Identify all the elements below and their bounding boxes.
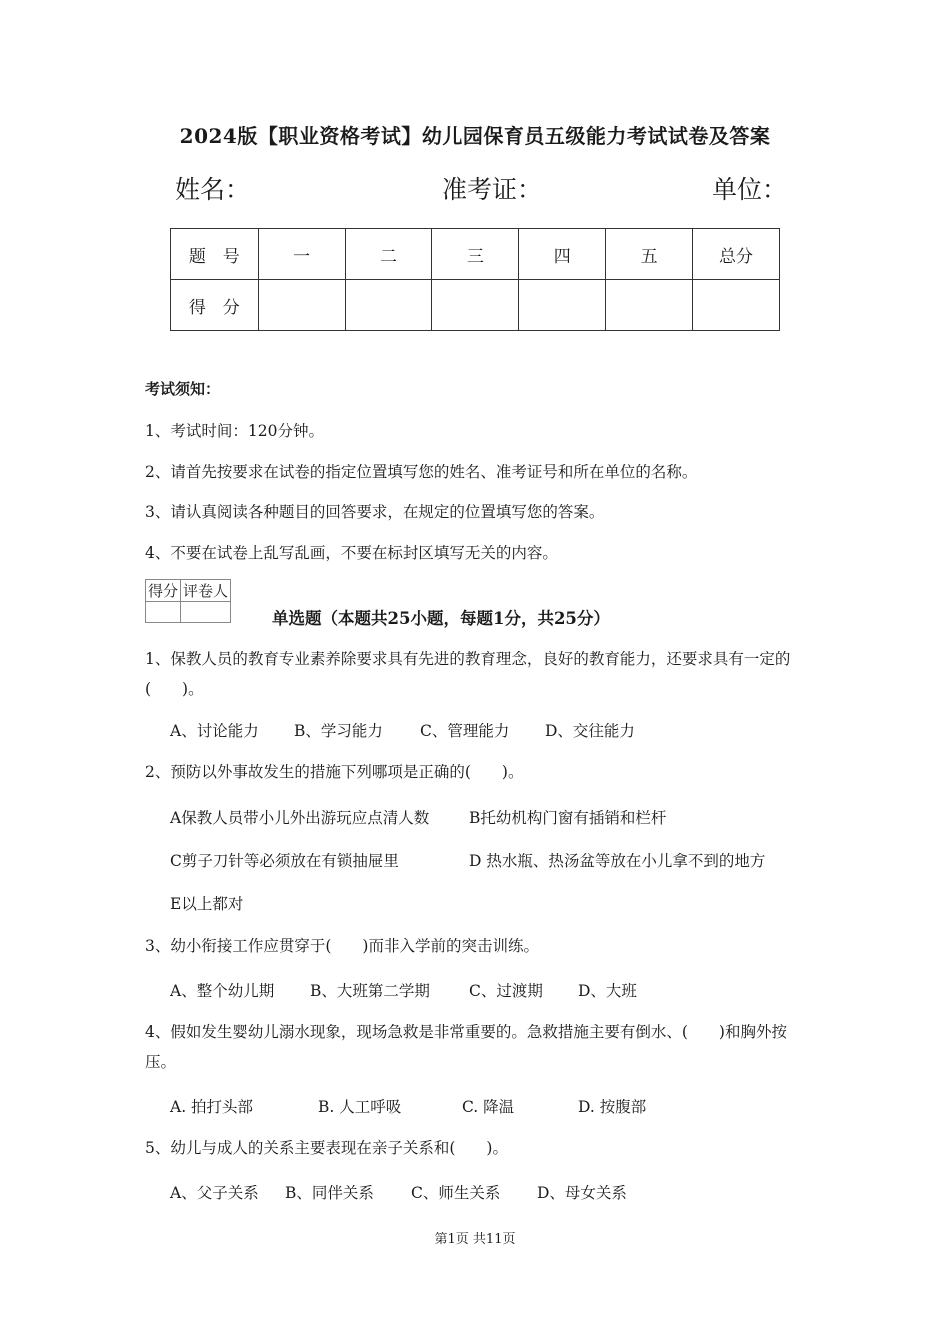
score-table-score-row [171,280,780,331]
question-stem: 4、假如发生婴幼儿溺水现象，现场急救是非常重要的。急救措施主要有倒水、( )和胸外按压。 [145,1023,787,1071]
option-a: A、父子关系 [170,1184,259,1202]
grader-score-label: 得分 [146,580,181,602]
score-cell[interactable] [519,280,606,331]
score-table-header-cell: 四 [519,229,606,280]
score-table-header-cell: 题 号 [171,229,259,280]
option-c: C. 降温 [462,1098,515,1116]
page-footer: 第1页 共11页 [434,1232,516,1247]
score-cell[interactable] [345,280,432,331]
score-table-header-cell: 总分 [693,229,780,280]
notice-item: 3、请认真阅读各种题目的回答要求，在规定的位置填写您的答案。 [145,503,605,521]
exam-id-field-label: 准考证： [442,175,543,204]
option-d: D、大班 [578,982,637,1000]
option-b: B. 人工呼吸 [318,1098,402,1116]
name-field-label: 姓名： [175,175,251,204]
question-stem: 5、幼儿与成人的关系主要表现在亲子关系和( )。 [145,1139,508,1157]
option-c: C、师生关系 [411,1184,501,1202]
question-stem: 2、预防以外事故发生的措施下列哪项是正确的( )。 [145,763,524,781]
question-stem: 3、幼小衔接工作应贯穿于( )而非入学前的突击训练。 [145,937,539,955]
score-table [170,228,780,331]
section-title: 单选题（本题共25小题，每题1分，共25分） [272,609,610,628]
option-a: A、整个幼儿期 [170,982,275,1000]
score-cell[interactable] [432,280,519,331]
option-b: B、学习能力 [294,722,383,740]
grader-box [145,579,231,623]
option-c: C、过渡期 [469,982,543,1000]
question-stem: 1、保教人员的教育专业素养除要求具有先进的教育理念，良好的教育能力，还要求具有一定的( )。 [145,650,791,698]
document-title: 2024版【职业资格考试】幼儿园保育员五级能力考试试卷及答案 [179,124,771,148]
grader-name-cell[interactable] [181,602,231,623]
score-cell[interactable] [606,280,693,331]
option-d: D. 按腹部 [578,1098,647,1116]
option-b: B托幼机构门窗有插销和栏杆 [469,809,667,827]
option-e: E以上都对 [170,895,244,913]
option-d: D、母女关系 [537,1184,627,1202]
score-table-header-cell: 五 [606,229,693,280]
option-b: B、大班第二学期 [310,982,430,1000]
score-cell[interactable] [693,280,780,331]
option-d: D 热水瓶、热汤盆等放在小儿拿不到的地方 [469,852,766,870]
score-table-header-cell: 一 [258,229,345,280]
option-d: D、交往能力 [545,722,635,740]
option-b: B、同伴关系 [285,1184,374,1202]
option-a: A. 拍打头部 [170,1098,254,1116]
grader-score-cell[interactable] [146,602,181,623]
score-table-header-row [171,229,780,280]
notice-item: 2、请首先按要求在试卷的指定位置填写您的姓名、准考证号和所在单位的名称。 [145,463,698,481]
option-a: A、讨论能力 [170,722,259,740]
notice-heading: 考试须知： [145,380,221,398]
score-cell[interactable] [258,280,345,331]
score-table-header-cell: 二 [345,229,432,280]
option-c: C、管理能力 [420,722,510,740]
option-a: A保教人员带小儿外出游玩应点清人数 [170,809,430,827]
score-table-header-cell: 三 [432,229,519,280]
notice-item: 1、考试时间：120分钟。 [145,422,324,440]
unit-field-label: 单位： [712,175,788,204]
score-row-label: 得 分 [171,280,259,331]
option-c: C剪子刀针等必须放在有锁抽屉里 [170,852,399,870]
grader-name-label: 评卷人 [181,580,231,602]
notice-item: 4、不要在试卷上乱写乱画，不要在标封区填写无关的内容。 [145,544,558,562]
